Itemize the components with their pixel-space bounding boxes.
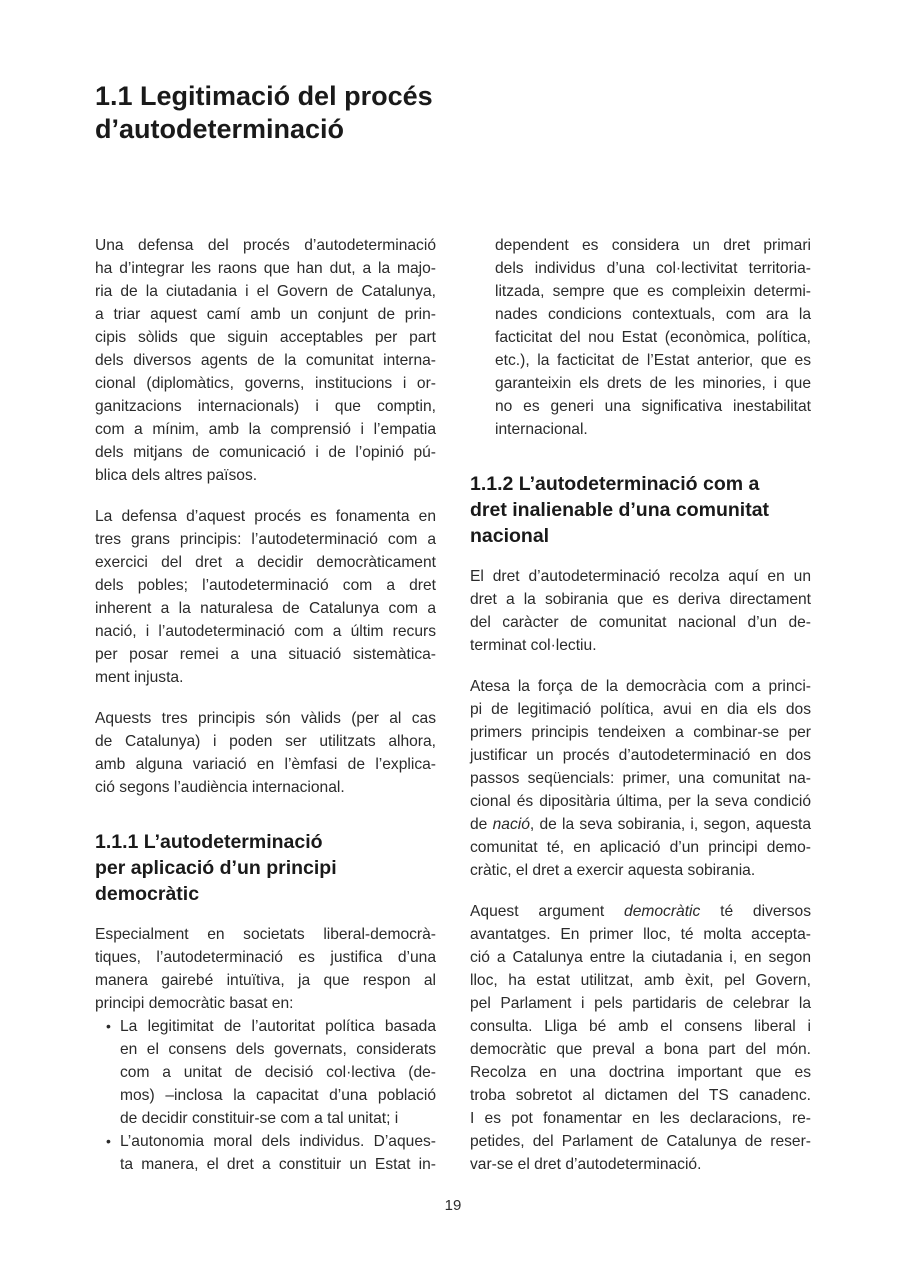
text-line: troba sobretot al dictamen del TS canadenc.	[470, 1087, 811, 1104]
text-line: litzada, sempre que es compleixin determi-	[495, 283, 811, 300]
text-line: ta manera, el dret a constituir un Estat in-	[120, 1156, 436, 1173]
text-line: petides, del Parlament de Catalunya de reser-	[470, 1133, 811, 1150]
heading-line: democràtic	[95, 883, 200, 905]
paragraph	[470, 675, 811, 882]
text-line: nació, i l’autodeterminació com a últim recurs	[95, 623, 436, 640]
text-line: passos seqüencials: primer, una comunitat na-	[470, 770, 811, 787]
text-line: ció a Catalunya entre la ciutadania i, en segon	[470, 949, 811, 966]
text-line: cipis sòlids que siguin acceptables per part	[95, 329, 436, 346]
text-line: cional (diplomàtics, governs, institucions i or-	[95, 375, 436, 392]
text-line: de Catalunya) i poden ser utilitzats alhora,	[95, 733, 436, 750]
text-line: ria de la ciutadania i el Govern de Catalunya,	[95, 283, 436, 300]
text-line: democràtic que preval a bona part del món.	[470, 1041, 811, 1058]
text-line: La defensa d’aquest procés es fonamenta en	[95, 508, 436, 525]
text-line: I es pot fonamentar en les declaracions, re-	[470, 1110, 811, 1127]
text-line: avantatges. En primer lloc, té molta accepta-	[470, 926, 811, 943]
text-line: tres grans principis: l’autodeterminació com a	[95, 531, 436, 548]
paragraph	[95, 505, 436, 689]
text-line: mos) –inclosa la capacitat d’una població	[120, 1087, 436, 1104]
text-line: lloc, ha estat utilitzat, amb èxit, pel Govern,	[470, 972, 811, 989]
text-line: Atesa la força de la democràcia com a princi-	[470, 678, 811, 695]
subsection-heading	[470, 471, 811, 549]
text-line: primers principis tendeixen a combinar-se per	[470, 724, 811, 741]
bullet-item	[95, 1130, 436, 1176]
text-line: exercici del dret a decidir democràticament	[95, 554, 436, 571]
text-line: comunitat té, en aplicació d’un principi demo-	[470, 839, 811, 856]
text-line: Recolza en una doctrina important que es	[470, 1064, 811, 1081]
text-line: etc.), la facticitat de l’Estat anterior, que es	[495, 352, 811, 369]
subsection-heading	[95, 829, 436, 907]
text-line: Aquest argument democràtic té diversos	[470, 903, 811, 920]
paragraph	[95, 234, 436, 487]
bullet-icon: •	[106, 1133, 111, 1149]
heading-line: per aplicació d’un principi	[95, 857, 337, 879]
text-line: justificar un procés d’autodeterminació en dos	[470, 747, 811, 764]
text-line: ment injusta.	[95, 669, 184, 686]
text-line: principi democràtic basat en:	[95, 995, 294, 1012]
text-line: var-se el dret d’autodeterminació.	[470, 1156, 702, 1173]
text-line: La legitimitat de l’autoritat política basada	[120, 1018, 436, 1035]
paragraph	[470, 565, 811, 657]
text-line: en el consens dels governats, considerats	[120, 1041, 436, 1058]
heading-line: 1.1.1 L’autodeterminació	[95, 831, 323, 853]
text-line: dels mitjans de comunicació i de l’opinió pú-	[95, 444, 436, 461]
text-line: com a unitat de decisió col·lectiva (de-	[120, 1064, 436, 1081]
section-title-line: d’autodeterminació	[95, 114, 345, 144]
heading-line: nacional	[470, 525, 550, 547]
text-line: ganitzacions internacionals) i que comptin,	[95, 398, 436, 415]
bullet-item	[95, 1015, 436, 1130]
paragraph	[470, 900, 811, 1176]
text-line: com a mínim, amb la comprensió i l’empatia	[95, 421, 436, 438]
paragraph	[470, 234, 811, 441]
text-line: L’autonomia moral dels individus. D’aques-	[120, 1133, 436, 1150]
page-number: 19	[444, 1197, 462, 1214]
text-line: facticitat del nou Estat (econòmica, política,	[495, 329, 811, 346]
text-line: Especialment en societats liberal-democrà-	[95, 926, 436, 943]
text-line: inherent a la naturalesa de Catalunya com a	[95, 600, 436, 617]
text-line: consulta. Lliga bé amb el consens liberal i	[470, 1018, 811, 1035]
text-line: tiques, l’autodeterminació es justifica d’una	[95, 949, 436, 966]
text-line: dret a la sobirania que es deriva directament	[470, 591, 811, 608]
text-line: per posar remei a una situació sistemàtica-	[95, 646, 436, 663]
text-line: nades condicions contextuals, com ara la	[495, 306, 811, 323]
heading-line: dret inalienable d’una comunitat	[470, 499, 770, 521]
text-line: dels individus d’una col·lectivitat territoria-	[495, 260, 811, 277]
bullet-icon: •	[106, 1018, 111, 1034]
paragraph	[95, 707, 436, 799]
text-line: Una defensa del procés d’autodeterminació	[95, 237, 436, 254]
text-line: cional és dipositària última, per la seva condició	[470, 793, 811, 810]
text-line: garanteixin els drets de les minories, i que	[495, 375, 811, 392]
text-line: dependent es considera un dret primari	[495, 237, 811, 254]
text-line: dels pobles; l’autodeterminació com a dret	[95, 577, 436, 594]
text-line: de decidir constituir-se com a tal unitat; i	[120, 1110, 399, 1127]
text-line: pi de legitimació política, avui en dia els dos	[470, 701, 811, 718]
text-line: pel Parlament i pels partidaris de celebrar la	[470, 995, 811, 1012]
text-line: del caràcter de comunitat nacional d’un de-	[470, 614, 811, 631]
text-line: no es generi una significativa inestabilitat	[495, 398, 811, 415]
text-line: Aquests tres principis són vàlids (per al cas	[95, 710, 436, 727]
text-line: internacional.	[495, 421, 588, 438]
text-line: manera gairebé intuïtiva, ja que respon al	[95, 972, 436, 989]
text-line: blica dels altres països.	[95, 467, 258, 484]
paragraph	[95, 923, 436, 1015]
text-line: ció segons l’audiència internacional.	[95, 779, 345, 796]
left-column	[95, 234, 436, 1194]
text-line: amb alguna variació en l’èmfasi de l’explica-	[95, 756, 436, 773]
text-line: dels diversos agents de la comunitat interna-	[95, 352, 436, 369]
text-line: El dret d’autodeterminació recolza aquí en un	[470, 568, 811, 585]
heading-line: 1.1.2 L’autodeterminació com a	[470, 473, 760, 495]
section-title-line: 1.1 Legitimació del procés	[95, 81, 433, 111]
text-line: terminat col·lectiu.	[470, 637, 597, 654]
text-line: cràtic, el dret a exercir aquesta sobirania.	[470, 862, 756, 879]
right-column	[470, 234, 811, 1194]
section-title	[95, 80, 433, 146]
text-line: a triar aquest camí amb un conjunt de prin-	[95, 306, 436, 323]
text-line: ha d’integrar les raons que han dut, a la majo-	[95, 260, 436, 277]
text-line: de nació, de la seva sobirania, i, segon, aquesta	[470, 816, 811, 833]
